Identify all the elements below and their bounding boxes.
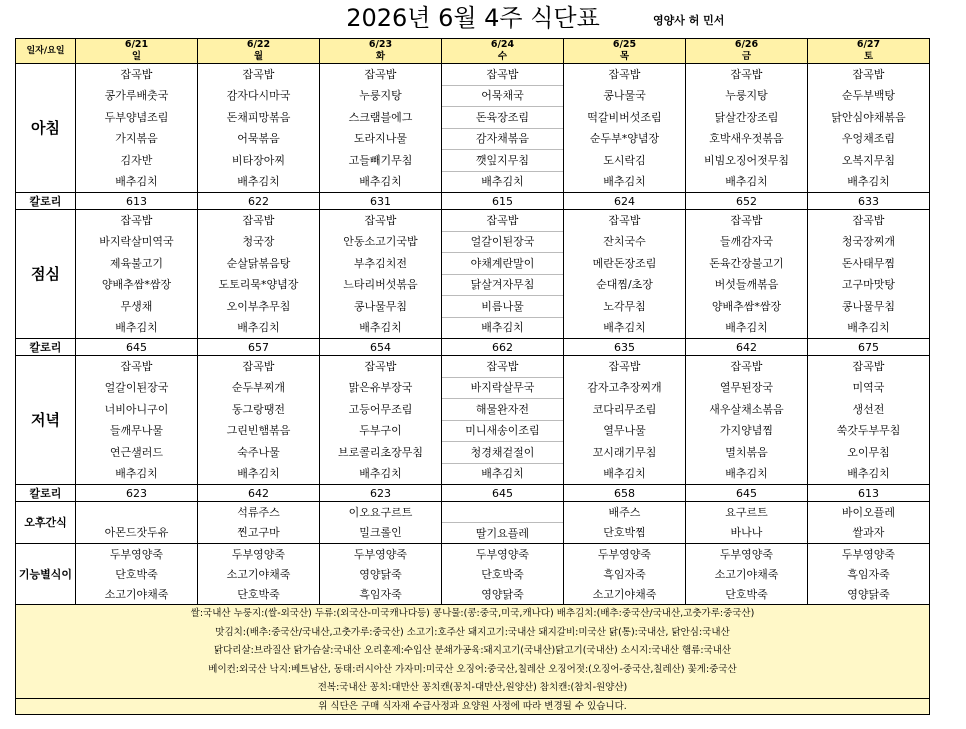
notice-text: 위 식단은 구매 식자재 수급사정과 요양원 사정에 따라 변경될 수 있습니다.: [16, 698, 930, 714]
meal-row: [16, 399, 930, 421]
day-date: 6/21: [124, 39, 149, 50]
origin-row: [16, 605, 930, 699]
menu-item: 고구마맛탕: [808, 274, 930, 296]
menu-item: 연근샐러드: [76, 442, 198, 464]
page-title: [0, 2, 966, 34]
calorie-value: 613: [76, 193, 198, 210]
menu-item: 잡곡밥: [198, 356, 320, 378]
calorie-value: 622: [198, 193, 320, 210]
menu-item: 배추김치: [808, 317, 930, 339]
menu-item: 청국장: [198, 231, 320, 253]
origin-line: 쌀:국내산 누룽지:(쌀-외국산) 두류:(외국산-미국캐나다등) 콩나물:(콩:중국,미국,캐나다) 배추김치:(배추:중국산/국내산,고춧가루:중국산): [190, 608, 755, 619]
menu-item: 감자고추장찌개: [564, 377, 686, 399]
day-date: 6/27: [856, 39, 881, 50]
menu-item: 잡곡밥: [686, 356, 808, 378]
snack-item: 딸기요플레: [442, 523, 564, 544]
menu-item: 도라지나물: [320, 128, 442, 150]
menu-item: 배추김치: [76, 171, 198, 193]
menu-item: 잡곡밥: [442, 356, 564, 378]
day-header: [808, 39, 930, 64]
functional-item: 두부영양죽: [198, 544, 320, 565]
menu-item: 미역국: [808, 377, 930, 399]
calorie-label: 칼로리: [16, 193, 76, 210]
menu-item: 잡곡밥: [76, 64, 198, 86]
calorie-value: 623: [76, 485, 198, 502]
calorie-value: 635: [564, 339, 686, 356]
menu-item: 열무된장국: [686, 377, 808, 399]
meal-row: [16, 107, 930, 129]
menu-item: 배추김치: [320, 463, 442, 485]
menu-item: 우엉채조림: [808, 128, 930, 150]
menu-item: 순두부찌개: [198, 377, 320, 399]
meal-row: [16, 442, 930, 464]
menu-item: 잡곡밥: [564, 64, 686, 86]
snack-item: 바나나: [686, 523, 808, 544]
menu-item: 순대찜/초장: [564, 274, 686, 296]
functional-label: 기능별식이: [16, 544, 76, 605]
meal-row: [16, 231, 930, 253]
day-date: 6/22: [246, 39, 271, 50]
meal-row: [16, 150, 930, 172]
functional-item: 두부영양죽: [320, 544, 442, 565]
menu-item: 배추김치: [198, 317, 320, 339]
functional-item: 흑임자죽: [808, 564, 930, 584]
calorie-value: 642: [198, 485, 320, 502]
menu-item: 잡곡밥: [686, 210, 808, 232]
day-of-week: 목: [619, 51, 630, 62]
menu-item: 콩나물국: [564, 85, 686, 107]
functional-item: 소고기야채죽: [76, 584, 198, 605]
menu-item: 누룽지탕: [320, 85, 442, 107]
menu-item: 맑은유부장국: [320, 377, 442, 399]
dietitian-name: 영양사 허 민서: [653, 14, 725, 27]
origin-line: 전복:국내산 꽁치:대만산 꽁치캔(꽁치-대만산,원양산) 참치캔:(참치-원양산): [317, 682, 628, 693]
snack-item: 쌀과자: [808, 523, 930, 544]
menu-item: 가지양념찜: [686, 420, 808, 442]
functional-item: 소고기야채죽: [564, 584, 686, 605]
menu-item: 배추김치: [198, 463, 320, 485]
menu-item: 감자다시마국: [198, 85, 320, 107]
calorie-value: 662: [442, 339, 564, 356]
menu-item: 배추김치: [564, 463, 686, 485]
menu-item: 배추김치: [808, 463, 930, 485]
meal-row: [16, 356, 930, 378]
functional-item: 단호박죽: [76, 564, 198, 584]
meal-row: [16, 274, 930, 296]
day-of-week: 수: [497, 51, 508, 62]
calorie-value: 624: [564, 193, 686, 210]
menu-item: 콩나물무침: [808, 296, 930, 318]
menu-item: 배추김치: [76, 317, 198, 339]
menu-item: 감자채볶음: [442, 128, 564, 150]
menu-item: 배추김치: [564, 317, 686, 339]
menu-item: 새우살채소볶음: [686, 399, 808, 421]
menu-item: 배추김치: [686, 463, 808, 485]
meal-row: [16, 85, 930, 107]
day-date: 6/26: [734, 39, 759, 50]
menu-item: 그린빈햄볶음: [198, 420, 320, 442]
meal-row: [16, 210, 930, 232]
calorie-value: 645: [442, 485, 564, 502]
calorie-value: 654: [320, 339, 442, 356]
snack-item: 이오요구르트: [320, 502, 442, 523]
menu-item: 호박새우젓볶음: [686, 128, 808, 150]
menu-item: 잡곡밥: [808, 64, 930, 86]
calorie-value: 658: [564, 485, 686, 502]
menu-item: 바지락살미역국: [76, 231, 198, 253]
day-date: 6/23: [368, 39, 393, 50]
snack-item: 단호박찜: [564, 523, 686, 544]
menu-table: [15, 38, 930, 715]
meal-label: 아침: [16, 64, 76, 193]
menu-item: 바지락살무국: [442, 377, 564, 399]
menu-item: 들깨무나물: [76, 420, 198, 442]
functional-item: 단호박죽: [442, 564, 564, 584]
menu-item: 깻잎지무침: [442, 150, 564, 172]
day-of-week: 화: [375, 51, 386, 62]
meal-row: [16, 317, 930, 339]
functional-item: 두부영양죽: [808, 544, 930, 565]
menu-item: 잡곡밥: [808, 356, 930, 378]
meal-row: [16, 377, 930, 399]
calorie-value: 633: [808, 193, 930, 210]
menu-item: 잡곡밥: [320, 64, 442, 86]
menu-item: 메란돈장조림: [564, 253, 686, 275]
menu-item: 생선전: [808, 399, 930, 421]
calorie-value: 613: [808, 485, 930, 502]
snack-item: 바이오플레: [808, 502, 930, 523]
menu-item: 어묵채국: [442, 85, 564, 107]
notice-row: [16, 698, 930, 714]
menu-item: 들깨감자국: [686, 231, 808, 253]
menu-item: 비타장아찌: [198, 150, 320, 172]
day-header: [564, 39, 686, 64]
menu-item: 어묵볶음: [198, 128, 320, 150]
menu-item: 순살닭볶음탕: [198, 253, 320, 275]
menu-item: 배추김치: [442, 171, 564, 193]
snack-item: 아몬드잣두유: [76, 523, 198, 544]
menu-item: 배추김치: [320, 317, 442, 339]
snack-row: [16, 502, 930, 523]
menu-item: 너비아니구이: [76, 399, 198, 421]
day-header: [442, 39, 564, 64]
meal-row: [16, 171, 930, 193]
meal-row: [16, 463, 930, 485]
menu-item: 오복지무침: [808, 150, 930, 172]
functional-item: 영양닭죽: [320, 564, 442, 584]
header-row: [16, 39, 930, 64]
menu-item: 배추김치: [198, 171, 320, 193]
menu-item: 비름나물: [442, 296, 564, 318]
menu-item: 배추김치: [442, 463, 564, 485]
functional-item: 흑임자죽: [320, 584, 442, 605]
menu-item: 잡곡밥: [564, 210, 686, 232]
menu-item: 노각무침: [564, 296, 686, 318]
menu-item: 비빔오징어젓무침: [686, 150, 808, 172]
menu-item: 무생채: [76, 296, 198, 318]
functional-row: [16, 584, 930, 605]
calorie-value: 623: [320, 485, 442, 502]
functional-item: 소고기야채죽: [198, 564, 320, 584]
menu-item: 숙주나물: [198, 442, 320, 464]
menu-item: 야채계란말이: [442, 253, 564, 275]
menu-item: 잡곡밥: [198, 210, 320, 232]
menu-item: 청경채겉절이: [442, 442, 564, 464]
title-text: 2026년 6월 4주 식단표: [346, 4, 600, 32]
menu-item: 고들빼기무침: [320, 150, 442, 172]
corner-label: 일자/요일: [16, 39, 76, 64]
menu-item: 잡곡밥: [686, 64, 808, 86]
meal-row: [16, 64, 930, 86]
calorie-row: [16, 485, 930, 502]
menu-item: 배추김치: [442, 317, 564, 339]
menu-item: 도토리묵*양념장: [198, 274, 320, 296]
meal-row: [16, 420, 930, 442]
calorie-value: 642: [686, 339, 808, 356]
calorie-value: 615: [442, 193, 564, 210]
functional-item: 흑임자죽: [564, 564, 686, 584]
menu-item: 도시락김: [564, 150, 686, 172]
functional-item: 소고기야채죽: [686, 564, 808, 584]
menu-item: 잡곡밥: [198, 64, 320, 86]
menu-item: 오이무침: [808, 442, 930, 464]
meal-row: [16, 296, 930, 318]
menu-item: 배추김치: [76, 463, 198, 485]
calorie-label: 칼로리: [16, 339, 76, 356]
menu-item: 코다리무조림: [564, 399, 686, 421]
menu-item: 잡곡밥: [76, 210, 198, 232]
menu-item: 부추김치전: [320, 253, 442, 275]
functional-item: 단호박죽: [686, 584, 808, 605]
menu-item: 콩나물무침: [320, 296, 442, 318]
calorie-label: 칼로리: [16, 485, 76, 502]
day-of-week: 금: [741, 51, 752, 62]
menu-item: 배추김치: [686, 317, 808, 339]
calorie-value: 645: [686, 485, 808, 502]
snack-item: 석류주스: [198, 502, 320, 523]
calorie-value: 675: [808, 339, 930, 356]
functional-item: 두부영양죽: [76, 544, 198, 565]
day-header: [198, 39, 320, 64]
menu-item: 열무나물: [564, 420, 686, 442]
origin-line: 베이컨:외국산 낙지:베트남산, 동태:러시아산 가자미:미국산 오징어:중국산,칠레산 오징어젓:(오징어-중국산,칠레산) 꽃게:중국산: [208, 663, 737, 675]
day-header: [76, 39, 198, 64]
menu-item: 잡곡밥: [564, 356, 686, 378]
day-of-week: 월: [253, 51, 264, 62]
snack-item: 요구르트: [686, 502, 808, 523]
menu-item: 안동소고기국밥: [320, 231, 442, 253]
menu-item: 꼬시래기무침: [564, 442, 686, 464]
snack-item: 배주스: [564, 502, 686, 523]
snack-item: 찐고구마: [198, 523, 320, 544]
menu-item: 닭안심야채볶음: [808, 107, 930, 129]
snack-row: [16, 523, 930, 544]
functional-row: [16, 544, 930, 565]
menu-item: 콩가루배춧국: [76, 85, 198, 107]
day-of-week: 일: [131, 51, 142, 62]
menu-item: 배추김치: [564, 171, 686, 193]
calorie-value: 657: [198, 339, 320, 356]
snack-item: [76, 502, 198, 523]
menu-item: 고등어무조림: [320, 399, 442, 421]
menu-item: 브로콜리초장무침: [320, 442, 442, 464]
functional-item: 단호박죽: [198, 584, 320, 605]
menu-item: 김자반: [76, 150, 198, 172]
menu-item: 누룽지탕: [686, 85, 808, 107]
calorie-value: 645: [76, 339, 198, 356]
menu-item: 잡곡밥: [320, 210, 442, 232]
snack-item: 밀크롤인: [320, 523, 442, 544]
menu-item: 배추김치: [808, 171, 930, 193]
snack-label: 오후간식: [16, 502, 76, 544]
functional-item: 두부영양죽: [686, 544, 808, 565]
menu-item: 해물완자전: [442, 399, 564, 421]
meal-label: 점심: [16, 210, 76, 339]
day-of-week: 토: [863, 51, 874, 62]
calorie-row: [16, 193, 930, 210]
menu-item: 잡곡밥: [76, 356, 198, 378]
menu-item: 제육불고기: [76, 253, 198, 275]
functional-item: 두부영양죽: [442, 544, 564, 565]
menu-item: 잡곡밥: [808, 210, 930, 232]
menu-item: 순두부*양념장: [564, 128, 686, 150]
menu-item: 떡갈비버섯조림: [564, 107, 686, 129]
menu-item: 잡곡밥: [442, 64, 564, 86]
menu-item: 돈채피망볶음: [198, 107, 320, 129]
menu-item: 잔치국수: [564, 231, 686, 253]
functional-item: 영양닭죽: [808, 584, 930, 605]
menu-item: 두부양념조림: [76, 107, 198, 129]
menu-item: 얼갈이된장국: [442, 231, 564, 253]
menu-item: 잡곡밥: [320, 356, 442, 378]
menu-item: 가지볶음: [76, 128, 198, 150]
menu-item: 돈육장조림: [442, 107, 564, 129]
calorie-value: 631: [320, 193, 442, 210]
menu-item: 잡곡밥: [442, 210, 564, 232]
menu-item: 쑥갓두부무침: [808, 420, 930, 442]
day-header: [686, 39, 808, 64]
snack-item: [442, 502, 564, 523]
menu-item: 두부구이: [320, 420, 442, 442]
menu-item: 배추김치: [686, 171, 808, 193]
meal-label: 저녁: [16, 356, 76, 485]
day-header: [320, 39, 442, 64]
menu-item: 스크램블에그: [320, 107, 442, 129]
menu-item: 동그랑땡전: [198, 399, 320, 421]
functional-item: 두부영양죽: [564, 544, 686, 565]
menu-item: 양배추쌈*쌈장: [76, 274, 198, 296]
calorie-row: [16, 339, 930, 356]
functional-item: 영양닭죽: [442, 584, 564, 605]
origin-line: 맛김치:(배추:중국산/국내산,고춧가루:중국산) 소고기:호주산 돼지고기:국내산 돼지갈비:미국산 닭(통):국내산, 닭안심:국내산: [215, 626, 730, 638]
menu-item: 닭살겨자무침: [442, 274, 564, 296]
menu-item: 돈육간장불고기: [686, 253, 808, 275]
origin-info: [16, 605, 930, 699]
menu-item: 닭살간장조림: [686, 107, 808, 129]
meal-row: [16, 253, 930, 275]
menu-item: 돈사태무찜: [808, 253, 930, 275]
menu-item: 느타리버섯볶음: [320, 274, 442, 296]
meal-row: [16, 128, 930, 150]
functional-row: [16, 564, 930, 584]
menu-item: 오이부추무침: [198, 296, 320, 318]
calorie-value: 652: [686, 193, 808, 210]
menu-item: 양배추쌈*쌈장: [686, 296, 808, 318]
menu-item: 멸치볶음: [686, 442, 808, 464]
menu-item: 버섯들깨볶음: [686, 274, 808, 296]
origin-line: 닭다리살:브라질산 닭가슴살:국내산 오리훈제:수입산 분쇄가공육:돼지고기(국내산)닭고기(국내산) 소시지:국내산 햄류:국내산: [213, 645, 732, 656]
menu-item: 청국장찌개: [808, 231, 930, 253]
menu-item: 순두부백탕: [808, 85, 930, 107]
menu-item: 배추김치: [320, 171, 442, 193]
menu-item: 얼갈이된장국: [76, 377, 198, 399]
day-date: 6/25: [612, 39, 637, 50]
menu-item: 미니새송이조림: [442, 420, 564, 442]
day-date: 6/24: [490, 39, 515, 50]
